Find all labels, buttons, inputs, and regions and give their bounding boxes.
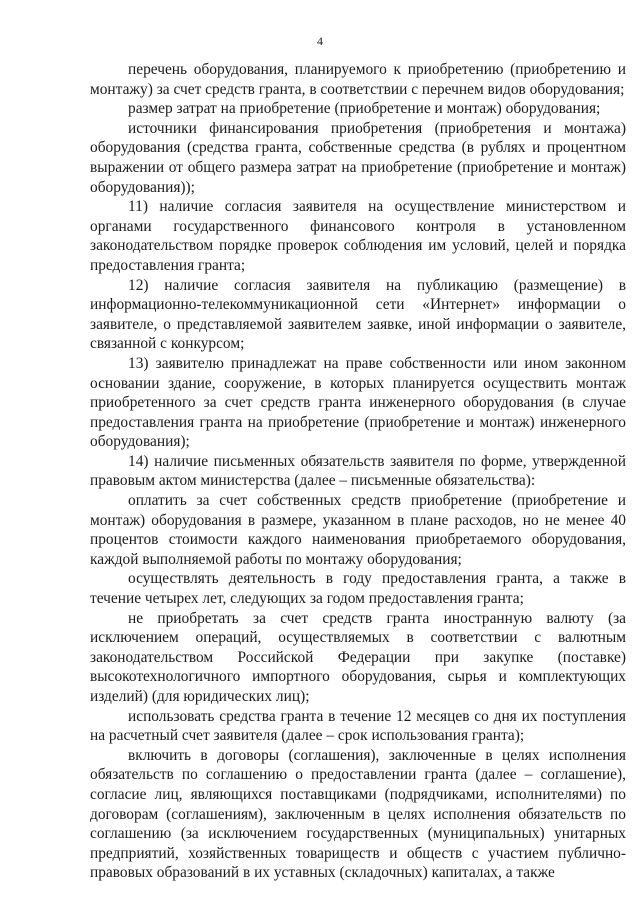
paragraph-cost-amount: размер затрат на приобретение (приобретение и монтаж) оборудования; <box>128 100 601 118</box>
paragraph-include-in-contracts: включить в договоры (соглашения), заключенные в целях исполнения обязательств по соглашению о предоставлении гранта (далее – соглашение), согласие лиц, являющихся поставщиками (подрядчиками, исполнителями) по договорам (соглашениям), заключенным в целях исполнения обязательств по соглашению (за исключением государственных (муниципальных) унитарных предприятий, хозяйственных товариществ и обществ с участием публично-правовых образований в их уставных (складочных) капиталах, а также <box>90 746 626 882</box>
document-body <box>90 60 626 883</box>
paragraph-equipment-list: перечень оборудования, планируемого к приобретению (приобретению и монтажу) за счет средств гранта, в соответствии с перечнем видов оборудования; <box>90 61 626 98</box>
paragraph-no-foreign-currency: не приобретать за счет средств гранта иностранную валюту (за исключением операций, осуществляемых в соответствии с валютным законодательством Российской Федерации при закупке (поставке) высокотехнологичного импортного оборудования, сырья и комплектующих изделий) (для юридических лиц); <box>90 609 626 705</box>
paragraph-item-11: 11) наличие согласия заявителя на осуществление министерством и органами государственного финансового контроля в установленном законодательством порядке проверок соблюдения им условий, целей и порядка предоставления гранта; <box>90 198 626 274</box>
paragraph-item-13: 13) заявителю принадлежат на праве собственности или ином законном основании здание, сооружение, в которых планируется осуществить монтаж приобретенного за счет средств гранта инженерного оборудования (в случае предоставления гранта на приобретение (приобретение и монтаж) инженерного оборудования); <box>90 354 626 451</box>
paragraph-item-12: 12) наличие согласия заявителя на публикацию (размещение) в информационно-телекоммуникационной сети «Интернет» информации о заявителе, о представляемой заявителем заявке, иной информации о заявителе, связанной с конкурсом; <box>90 276 626 353</box>
paragraph-item-14: 14) наличие письменных обязательств заявителя по форме, утвержденной правовым актом министерства (далее – письменные обязательства): <box>90 452 626 490</box>
paragraph-funding-sources: источники финансирования приобретения (приобретения и монтажа) оборудования (средства гранта, собственные средства (в рублях и процентном выражении от общего размера затрат на приобретение (приобретение и монтаж) оборудования)); <box>90 119 626 196</box>
paragraph-pay-own-funds: оплатить за счет собственных средств приобретение (приобретение и монтаж) оборудования в размере, указанном в плане расходов, но не менее 40 процентов стоимости каждого наименования приобретаемого оборудования, каждой выполняемой работы по монтажу оборудования; <box>90 492 626 568</box>
paragraph-operate-activity: осуществлять деятельность в году предоставления гранта, а также в течение четырех лет, следующих за годом предоставления гранта; <box>90 570 626 608</box>
page-number: 4 <box>317 34 323 48</box>
paragraph-use-funds-period: использовать средства гранта в течение 12 месяцев со дня их поступления на расчетный счет заявителя (далее – срок использования гранта); <box>90 707 626 745</box>
